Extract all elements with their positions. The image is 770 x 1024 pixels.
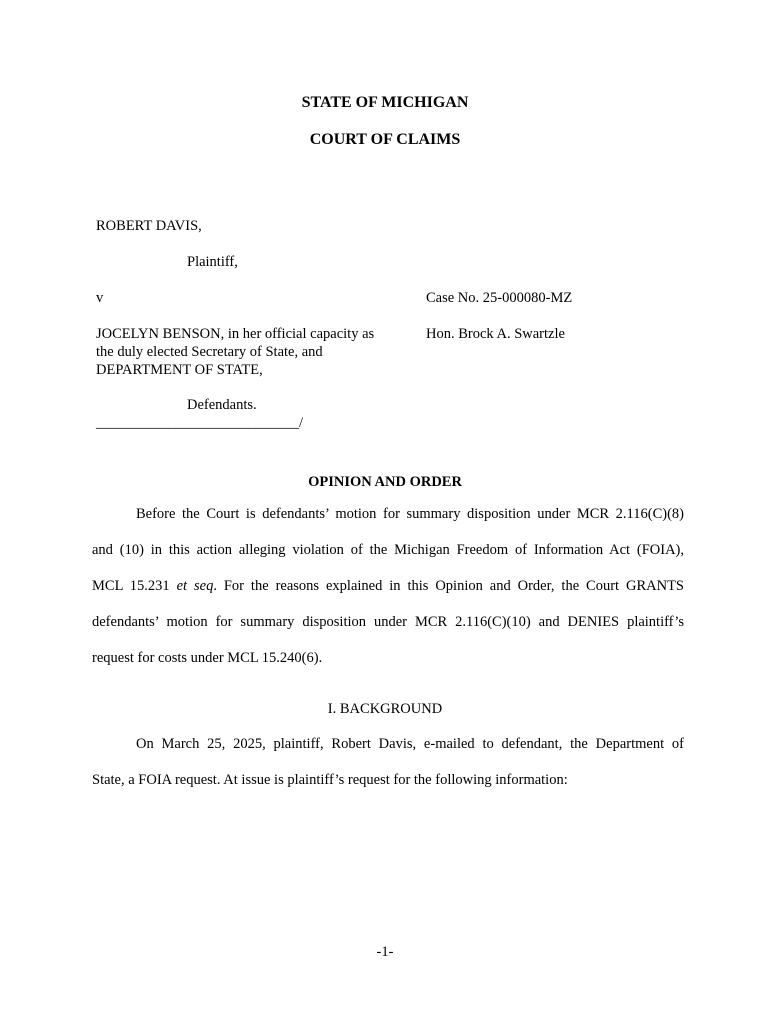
case-number: Case No. 25-000080-MZ [426,290,573,306]
para2-line2: State, a FOIA request. At issue is plaintiff’s request for the following information: [92,772,568,788]
para1-line3 [92,578,684,595]
judge-name: Hon. Brock A. Swartzle [426,326,565,342]
para1-line3-pre: MCL 15.231 [92,578,177,594]
defendant-line-2: the duly elected Secretary of State, and [96,344,323,360]
page-number: -1- [376,944,394,960]
opinion-title: OPINION AND ORDER [308,474,462,490]
para2-line1: On March 25, 2025, plaintiff, Robert Davis, e-mailed to defendant, the Department of [136,736,684,752]
para1-line3-post: . For the reasons explained in this Opinion and Order, the Court GRANTS [213,578,684,594]
plaintiff-name: ROBERT DAVIS, [96,218,202,234]
court-heading: COURT OF CLAIMS [309,131,461,148]
versus: v [96,290,104,306]
caption-signature-line: ____________________________/ [96,415,304,431]
para1-line3-italic: et seq [176,578,214,594]
para1-line4: defendants’ motion for summary disposition under MCR 2.116(C)(10) and DENIES plaintiff’s [92,614,684,630]
defendant-line-3: DEPARTMENT OF STATE, [96,362,263,378]
state-heading: STATE OF MICHIGAN [301,94,469,111]
para1-line2: and (10) in this action alleging violation of the Michigan Freedom of Information Act (FOIA), [92,542,684,558]
defendants-label: Defendants. [187,397,257,413]
para1-line1: Before the Court is defendants’ motion for summary disposition under MCR 2.116(C)(8) [136,506,684,522]
defendant-line-1: JOCELYN BENSON, in her official capacity as [96,326,375,342]
plaintiff-label: Plaintiff, [187,254,238,270]
para1-line5: request for costs under MCL 15.240(6). [92,650,323,666]
section-heading-background: I. BACKGROUND [327,701,443,717]
